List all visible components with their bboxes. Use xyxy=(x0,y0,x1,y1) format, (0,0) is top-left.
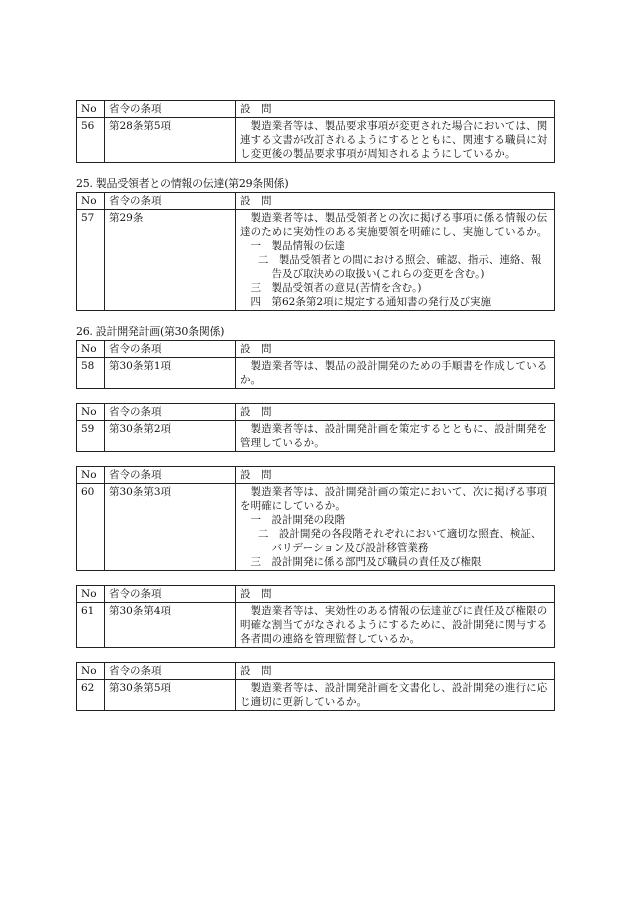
row-article: 第30条第1項 xyxy=(105,358,236,389)
question-table-57 xyxy=(76,192,555,311)
row-question xyxy=(236,484,555,571)
header-article: 省令の条項 xyxy=(105,467,236,484)
header-article: 省令の条項 xyxy=(105,586,236,603)
header-row xyxy=(77,101,555,118)
row-question xyxy=(236,680,555,711)
header-row xyxy=(77,663,555,680)
header-row xyxy=(77,341,555,358)
header-article: 省令の条項 xyxy=(105,193,236,210)
row-question xyxy=(236,118,555,163)
question-text: 製造業者等は、製品の設計開発のための手順書を作成しているか。 xyxy=(240,360,548,386)
item-list xyxy=(240,513,551,569)
row-article: 第28条第5項 xyxy=(105,118,236,163)
header-article: 省令の条項 xyxy=(105,341,236,358)
header-question: 設 問 xyxy=(236,101,555,118)
row-article: 第30条第2項 xyxy=(105,421,236,452)
table-row xyxy=(77,210,555,311)
header-no: No xyxy=(77,404,105,421)
header-no: No xyxy=(77,193,105,210)
question-text: 製造業者等は、製品要求事項が変更された場合においては、関連する文書が改訂されるようにするとともに、関連する職員に対し変更後の製品要求事項が周知されるようにしているか。 xyxy=(240,120,548,160)
header-question: 設 問 xyxy=(236,193,555,210)
table-row xyxy=(77,421,555,452)
header-question: 設 問 xyxy=(236,467,555,484)
header-no: No xyxy=(77,663,105,680)
row-article: 第30条第5項 xyxy=(105,680,236,711)
question-text: 製造業者等は、設計開発計画の策定において、次に掲げる事項を明確にしているか。 xyxy=(240,486,548,512)
list-item: 四 第62条第2項に規定する通知書の発行及び実施 xyxy=(250,296,492,308)
row-no: 60 xyxy=(77,484,105,571)
header-no: No xyxy=(77,101,105,118)
header-article: 省令の条項 xyxy=(105,404,236,421)
question-text: 製造業者等は、設計開発計画を文書化し、設計開発の進行に応じ適切に更新しているか。 xyxy=(240,682,548,708)
table-row xyxy=(77,358,555,389)
row-no: 58 xyxy=(77,358,105,389)
header-question: 設 問 xyxy=(236,586,555,603)
question-table-60 xyxy=(76,466,555,571)
row-article: 第30条第4項 xyxy=(105,603,236,648)
list-item: 二 製品受領者との間における照会、確認、指示、連絡、報告及び取決めの取扱い(これらの変更を含む。) xyxy=(257,254,542,280)
row-article: 第30条第3項 xyxy=(105,484,236,571)
section-title-25: 25. 製品受領者との情報の伝達(第29条関係) xyxy=(76,177,289,190)
question-table-62 xyxy=(76,662,555,711)
question-text: 製造業者等は、設計開発計画を策定するとともに、設計開発を管理しているか。 xyxy=(240,423,548,449)
question-table-59 xyxy=(76,403,555,452)
header-no: No xyxy=(77,586,105,603)
header-article: 省令の条項 xyxy=(105,663,236,680)
header-question: 設 問 xyxy=(236,404,555,421)
table-row xyxy=(77,680,555,711)
section-title-26: 26. 設計開発計画(第30条関係) xyxy=(76,325,225,338)
header-row xyxy=(77,193,555,210)
header-no: No xyxy=(77,341,105,358)
list-item: 三 製品受領者の意見(苦情を含む。) xyxy=(250,282,422,294)
header-question: 設 問 xyxy=(236,663,555,680)
list-item: 一 製品情報の伝達 xyxy=(250,240,345,252)
table-row xyxy=(77,484,555,571)
document-page xyxy=(76,100,554,725)
header-article: 省令の条項 xyxy=(105,101,236,118)
row-question xyxy=(236,421,555,452)
header-row xyxy=(77,467,555,484)
row-no: 56 xyxy=(77,118,105,163)
list-item: 一 設計開発の段階 xyxy=(250,514,345,526)
row-no: 59 xyxy=(77,421,105,452)
table-row xyxy=(77,603,555,648)
header-row xyxy=(77,404,555,421)
question-table-61 xyxy=(76,585,555,648)
row-article: 第29条 xyxy=(105,210,236,311)
row-question xyxy=(236,358,555,389)
list-item: 三 設計開発に係る部門及び職員の責任及び権限 xyxy=(250,556,482,568)
header-no: No xyxy=(77,467,105,484)
row-question xyxy=(236,603,555,648)
question-table-56 xyxy=(76,100,555,163)
list-item: 二 設計開発の各段階それぞれにおいて適切な照査、検証、バリデーション及び設計移管業務 xyxy=(257,528,542,554)
row-no: 61 xyxy=(77,603,105,648)
header-row xyxy=(77,586,555,603)
row-question xyxy=(236,210,555,311)
header-question: 設 問 xyxy=(236,341,555,358)
question-table-58 xyxy=(76,340,555,389)
table-row xyxy=(77,118,555,163)
item-list xyxy=(240,239,551,309)
row-no: 62 xyxy=(77,680,105,711)
question-text: 製造業者等は、製品受領者との次に掲げる事項に係る情報の伝達のために実効性のある実施要領を明確にし、実施しているか。 xyxy=(240,212,548,238)
question-text: 製造業者等は、実効性のある情報の伝達並びに責任及び権限の明確な割当てがなされるようにするために、設計開発に関与する各者間の連絡を管理監督しているか。 xyxy=(240,605,548,645)
row-no: 57 xyxy=(77,210,105,311)
